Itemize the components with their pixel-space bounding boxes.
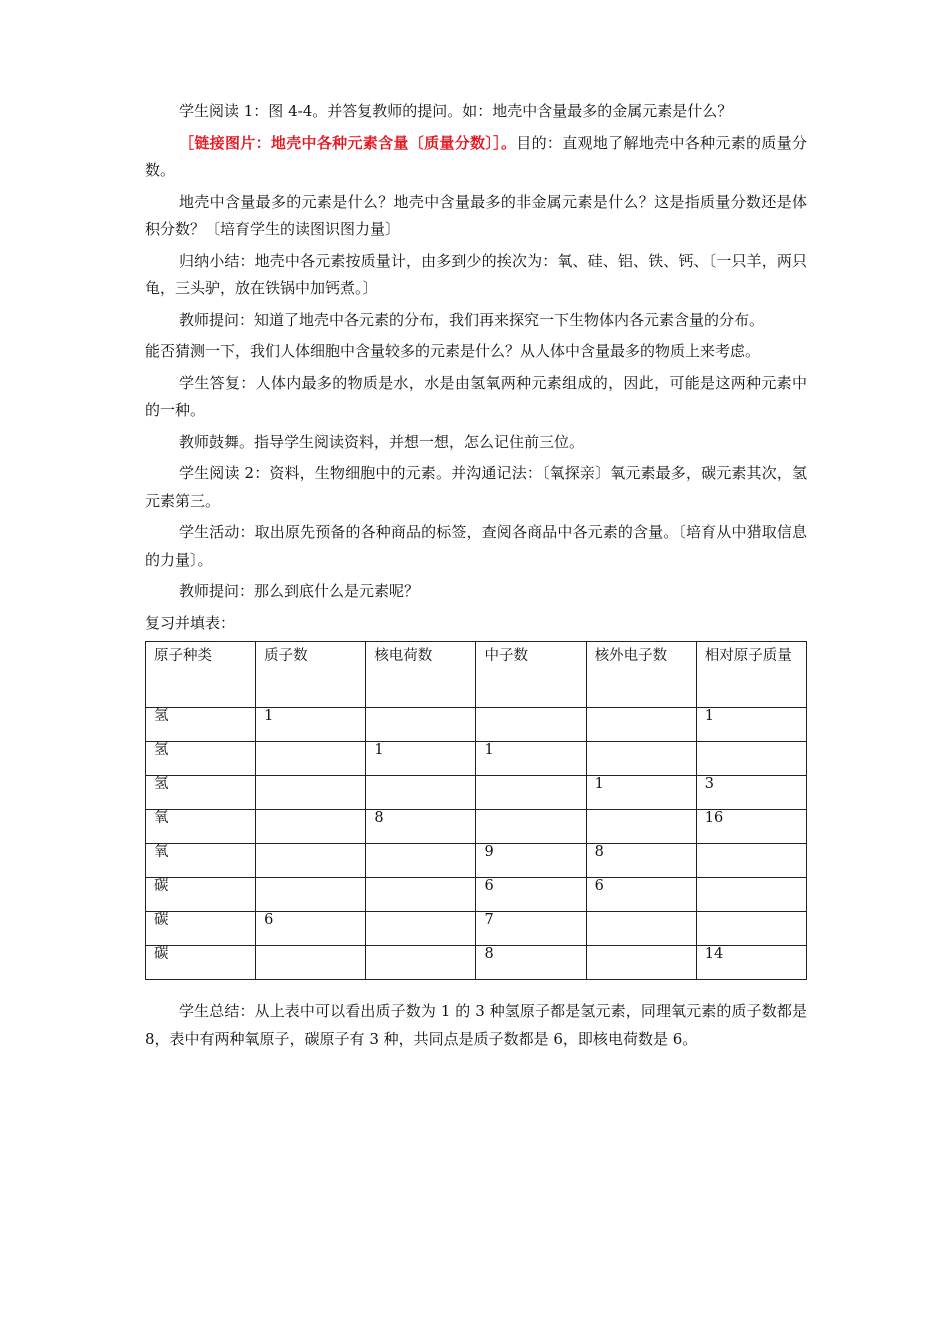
table-row xyxy=(146,708,807,742)
table-cell: 氢 xyxy=(146,776,256,810)
table-cell: 8 xyxy=(476,946,586,980)
table-row xyxy=(146,742,807,776)
table-header-cell: 核电荷数 xyxy=(366,642,476,708)
table-cell xyxy=(366,844,476,878)
atom-table xyxy=(145,641,807,980)
table-header-cell: 核外电子数 xyxy=(586,642,696,708)
paragraph-fill-table: 复习并填表： xyxy=(145,613,236,632)
paragraph-linked-image xyxy=(145,130,807,185)
table-cell xyxy=(476,810,586,844)
table-cell xyxy=(586,742,696,776)
table-header-cell: 原子种类 xyxy=(146,642,256,708)
table-cell xyxy=(366,946,476,980)
table-cell xyxy=(696,912,806,946)
table-cell xyxy=(366,878,476,912)
paragraph-crust-questions: 地壳中含量最多的元素是什么？地壳中含量最多的非金属元素是什么？这是指质量分数还是体积分数？〔培育学生的读图识图力量〕 xyxy=(145,192,807,238)
table-cell: 6 xyxy=(256,912,366,946)
paragraph-student-reading-2: 学生阅读 2：资料，生物细胞中的元素。并沟通记法：〔氧探亲〕氧元素最多，碳元素其次，氢元素第三。 xyxy=(145,464,807,510)
table-header-row xyxy=(146,642,807,708)
table-cell xyxy=(366,708,476,742)
table-cell xyxy=(256,742,366,776)
paragraph-student-reading-1: 学生阅读 1：图 4-4。并答复教师的提问。如：地壳中含量最多的金属元素是什么？ xyxy=(179,102,733,120)
table-row xyxy=(146,912,807,946)
table-cell: 16 xyxy=(696,810,806,844)
linked-image-label[interactable]: ［链接图片：地壳中各种元素含量〔质量分数〕］。 xyxy=(179,133,517,152)
table-cell xyxy=(366,776,476,810)
paragraph-teacher-question: 教师提问：知道了地壳中各元素的分布，我们再来探究一下生物体内各元素含量的分布。 xyxy=(179,310,765,329)
table-cell: 7 xyxy=(476,912,586,946)
table-cell xyxy=(586,810,696,844)
document-page xyxy=(145,98,807,1057)
table-cell: 碳 xyxy=(146,946,256,980)
table-cell: 氢 xyxy=(146,708,256,742)
table-cell xyxy=(586,946,696,980)
table-cell: 氧 xyxy=(146,810,256,844)
table-cell: 1 xyxy=(696,708,806,742)
table-cell: 碳 xyxy=(146,912,256,946)
table-cell: 1 xyxy=(476,742,586,776)
table-cell xyxy=(586,912,696,946)
paragraph-student-activity: 学生活动：取出原先预备的各种商品的标签，查阅各商品中各元素的含量。〔培育从中猎取信息的力量〕。 xyxy=(145,523,807,569)
table-cell: 1 xyxy=(586,776,696,810)
paragraph-guess: 能否猜测一下，我们人体细胞中含量较多的元素是什么？从人体中含量最多的物质上来考虑。 xyxy=(145,342,761,360)
table-header-cell: 相对原子质量 xyxy=(696,642,806,708)
table-cell: 氢 xyxy=(146,742,256,776)
table-cell: 3 xyxy=(696,776,806,810)
table-cell: 8 xyxy=(586,844,696,878)
paragraph-student-summary: 学生总结：从上表中可以看出质子数为 1 的 3 种氢原子都是氢元素，同理氧元素的质子数都是 8，表中有两种氧原子，碳原子有 3 种，共同点是质子数都是 6，即核电荷数是 6。 xyxy=(145,1002,807,1048)
table-cell xyxy=(256,776,366,810)
table-row xyxy=(146,810,807,844)
table-cell xyxy=(256,810,366,844)
table-cell: 1 xyxy=(256,708,366,742)
table-cell xyxy=(586,708,696,742)
table-row xyxy=(146,878,807,912)
table-cell: 6 xyxy=(476,878,586,912)
table-cell xyxy=(256,844,366,878)
table-cell: 氧 xyxy=(146,844,256,878)
table-header-cell: 质子数 xyxy=(256,642,366,708)
table-cell xyxy=(476,776,586,810)
paragraph-teacher-encourage: 教师鼓舞。指导学生阅读资料，并想一想，怎么记住前三位。 xyxy=(179,432,585,451)
table-cell xyxy=(696,742,806,776)
table-cell: 14 xyxy=(696,946,806,980)
table-cell: 8 xyxy=(366,810,476,844)
table-cell xyxy=(366,912,476,946)
table-row xyxy=(146,844,807,878)
table-cell: 碳 xyxy=(146,878,256,912)
table-cell xyxy=(696,878,806,912)
table-cell xyxy=(256,878,366,912)
table-cell: 6 xyxy=(586,878,696,912)
table-cell xyxy=(256,946,366,980)
table-cell: 1 xyxy=(366,742,476,776)
table-cell xyxy=(476,708,586,742)
table-cell xyxy=(696,844,806,878)
paragraph-student-answer: 学生答复：人体内最多的物质是水，水是由氢氧两种元素组成的，因此，可能是这两种元素中的一种。 xyxy=(145,373,807,419)
paragraph-summary-order: 归纳小结：地壳中各元素按质量计，由多到少的挨次为：氧、硅、铝、铁、钙、〔一只羊，两只龟，三头驴，放在铁锅中加钙煮。〕 xyxy=(145,251,807,297)
table-row xyxy=(146,776,807,810)
paragraph-what-is-element: 教师提问：那么到底什么是元素呢？ xyxy=(179,582,420,600)
table-cell: 9 xyxy=(476,844,586,878)
table-row xyxy=(146,946,807,980)
linked-image-purpose: 目的：直观地了解地壳中各种元素的质量分数。 xyxy=(145,133,807,179)
table-header-cell: 中子数 xyxy=(476,642,586,708)
